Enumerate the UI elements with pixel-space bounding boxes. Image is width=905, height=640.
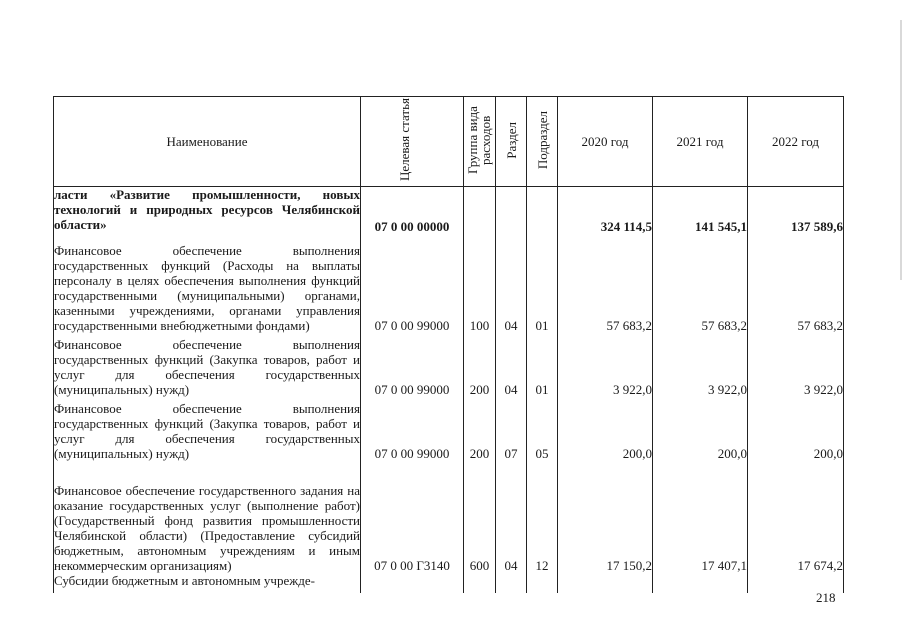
- row-name: Финансовое обеспечение выполнения государственных функций (Закупка товаров, работ и услуг для обеспечения государственных (муниципальных) нужд): [54, 397, 361, 461]
- row-subsection: [527, 187, 558, 237]
- header-section-label: Раздел: [503, 121, 519, 159]
- header-2020: 2020 год: [558, 97, 653, 187]
- row-group: 200: [464, 397, 496, 461]
- row-section: 04: [496, 237, 527, 333]
- row-2020: 200,0: [558, 397, 653, 461]
- row-2022: 3 922,0: [748, 333, 844, 397]
- header-subsection: [527, 97, 558, 187]
- row-group: 100: [464, 237, 496, 333]
- row-section: 04: [496, 333, 527, 397]
- budget-table: [53, 96, 844, 593]
- row-name: Финансовое обеспечение выполнения государственных функций (Расходы на выплаты персоналу в целях обеспечения выполнения функций государственными (муниципальными) органами, казенными учреждениями, органами управления государственными внебюджетными фондами): [54, 237, 361, 333]
- header-name: Наименование: [54, 97, 361, 187]
- row-name: Субсидии бюджетным и автономным учрежде-: [54, 573, 361, 593]
- scan-edge-line: [900, 20, 902, 280]
- row-group: 200: [464, 333, 496, 397]
- row-target: 07 0 00 00000: [361, 187, 464, 237]
- row-target: [361, 573, 464, 593]
- table-row: [54, 461, 844, 573]
- row-subsection: 01: [527, 237, 558, 333]
- header-target: [361, 97, 464, 187]
- page-number: 218: [816, 590, 836, 605]
- row-group: 600: [464, 461, 496, 573]
- table-row: [54, 333, 844, 397]
- row-subsection: 05: [527, 397, 558, 461]
- row-2020: 57 683,2: [558, 237, 653, 333]
- table-row: [54, 573, 844, 593]
- row-2021: 3 922,0: [653, 333, 748, 397]
- header-section: [496, 97, 527, 187]
- row-2021: 57 683,2: [653, 237, 748, 333]
- row-2022: 57 683,2: [748, 237, 844, 333]
- row-target: 07 0 00 99000: [361, 397, 464, 461]
- header-group-label: Группа вида расходов: [464, 106, 493, 174]
- row-2021: [653, 573, 748, 593]
- row-section: [496, 187, 527, 237]
- row-2020: 3 922,0: [558, 333, 653, 397]
- row-2021: 17 407,1: [653, 461, 748, 573]
- row-name: Финансовое обеспечение выполнения государственных функций (Закупка товаров, работ и услуг для обеспечения государственных (муниципальных) нужд): [54, 333, 361, 397]
- row-target: 07 0 00 Г3140: [361, 461, 464, 573]
- row-subsection: 01: [527, 333, 558, 397]
- row-name: ласти «Развитие промышленности, новых технологий и природных ресурсов Челябинской области»: [54, 187, 361, 237]
- header-group: [464, 97, 496, 187]
- row-name: Финансовое обеспечение государственного задания на оказание государственных услуг (выполнение работ) (Государственный фонд развития промышленности Челябинской области) (Предоставление субсидий бюджетным, автономным учреждениям и иным некоммерческим организациям): [54, 461, 361, 573]
- header-target-label: Целевая статья: [397, 98, 412, 182]
- row-2020: 324 114,5: [558, 187, 653, 237]
- table-row: [54, 397, 844, 461]
- row-group: [464, 187, 496, 237]
- table-row: [54, 237, 844, 333]
- row-2022: 200,0: [748, 397, 844, 461]
- row-subsection: 12: [527, 461, 558, 573]
- table-header-row: [54, 97, 844, 187]
- header-2022: 2022 год: [748, 97, 844, 187]
- row-2021: 141 545,1: [653, 187, 748, 237]
- row-section: 04: [496, 461, 527, 573]
- row-2022: 137 589,6: [748, 187, 844, 237]
- row-2022: 17 674,2: [748, 461, 844, 573]
- row-2020: 17 150,2: [558, 461, 653, 573]
- row-target: 07 0 00 99000: [361, 237, 464, 333]
- row-group: [464, 573, 496, 593]
- table-row: [54, 187, 844, 237]
- row-section: [496, 573, 527, 593]
- row-subsection: [527, 573, 558, 593]
- row-2020: [558, 573, 653, 593]
- header-subsection-label: Подраздел: [534, 110, 550, 170]
- row-target: 07 0 00 99000: [361, 333, 464, 397]
- header-2021: 2021 год: [653, 97, 748, 187]
- row-2021: 200,0: [653, 397, 748, 461]
- row-section: 07: [496, 397, 527, 461]
